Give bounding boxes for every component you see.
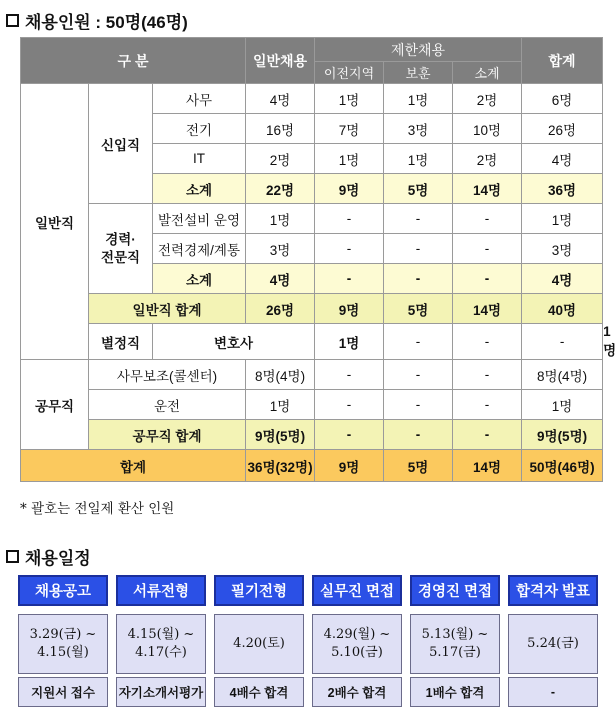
- header-restricted: 제한채용: [315, 38, 522, 62]
- stage-date: 3.29(금) ~ 4.15(월): [18, 614, 108, 674]
- cell: 3명: [246, 234, 315, 264]
- stage-status: 1배수 합격: [410, 677, 500, 707]
- cell: 16명: [246, 114, 315, 144]
- schedule-stage: [18, 575, 108, 707]
- group-total-row: [21, 420, 603, 450]
- table-row: 별정직 변호사 1명 - - - 1명: [21, 324, 603, 360]
- cell: 9명(5명): [246, 420, 315, 450]
- cell: 9명: [315, 450, 384, 482]
- row-label: 소계: [153, 264, 246, 294]
- cell: 1명: [315, 84, 384, 114]
- checkbox-square-icon: [6, 14, 19, 27]
- cell: 26명: [246, 294, 315, 324]
- stage-header: 실무진 면접: [312, 575, 402, 606]
- cell: 3명: [384, 114, 453, 144]
- stage-header: 필기전형: [214, 575, 304, 606]
- cell: -: [315, 390, 384, 420]
- cell: 40명: [522, 294, 603, 324]
- cell: -: [384, 234, 453, 264]
- checkbox-square-icon: [6, 550, 19, 563]
- stage-header: 합격자 발표: [508, 575, 598, 606]
- cell: 1명: [522, 204, 603, 234]
- cell: -: [453, 420, 522, 450]
- cell: 5명: [384, 294, 453, 324]
- category-new: 신입직: [89, 84, 153, 204]
- cell: 50명(46명): [522, 450, 603, 482]
- schedule-stage: [410, 575, 500, 707]
- cell: 4명: [522, 264, 603, 294]
- schedule-stage: [312, 575, 402, 707]
- cell: 2명: [246, 144, 315, 174]
- stage-date: 5.24(금): [508, 614, 598, 674]
- schedule-stage: [116, 575, 206, 707]
- cell: 14명: [453, 450, 522, 482]
- cell: 2명: [453, 144, 522, 174]
- row-label: 발전설비 운영: [153, 204, 246, 234]
- cell: 9명: [315, 174, 384, 204]
- stage-date: 4.20(토): [214, 614, 304, 674]
- header-veterans: 보훈: [384, 62, 453, 84]
- cell: -: [522, 324, 603, 360]
- cell: -: [384, 264, 453, 294]
- cell: -: [453, 234, 522, 264]
- cell: -: [384, 324, 453, 360]
- cell: 8명(4명): [246, 360, 315, 390]
- stage-date: 5.13(월) ~ 5.17(금): [410, 614, 500, 674]
- cell: 1명: [315, 324, 384, 360]
- cell: 1명: [315, 144, 384, 174]
- grand-total-row: [21, 450, 603, 482]
- cell: 14명: [453, 174, 522, 204]
- cell: 4명: [522, 144, 603, 174]
- header-total: 합계: [522, 38, 603, 84]
- cell: -: [453, 360, 522, 390]
- header-relocation: 이전지역: [315, 62, 384, 84]
- row-label: 일반직 합계: [89, 294, 246, 324]
- row-label: 소계: [153, 174, 246, 204]
- stage-date: 4.29(월) ~ 5.10(금): [312, 614, 402, 674]
- stage-date: 4.15(월) ~ 4.17(수): [116, 614, 206, 674]
- cell: -: [315, 234, 384, 264]
- cell: 3명: [522, 234, 603, 264]
- cell: -: [384, 390, 453, 420]
- cell: 8명(4명): [522, 360, 603, 390]
- cell: 6명: [522, 84, 603, 114]
- cell: -: [315, 264, 384, 294]
- category-career: 경력· 전문직: [89, 204, 153, 294]
- category-special: 별정직: [89, 324, 153, 360]
- cell: 1명: [384, 144, 453, 174]
- header-division: 구 분: [21, 38, 246, 84]
- cell: -: [315, 360, 384, 390]
- table-row: [21, 360, 603, 390]
- cell: -: [315, 420, 384, 450]
- stage-status: 자기소개서평가: [116, 677, 206, 707]
- cell: 36명(32명): [246, 450, 315, 482]
- header-general: 일반채용: [246, 38, 315, 84]
- cell: 10명: [453, 114, 522, 144]
- cell: 4명: [246, 84, 315, 114]
- category-public: 공무직: [21, 360, 89, 450]
- stage-status: 2배수 합격: [312, 677, 402, 707]
- cell: 2명: [453, 84, 522, 114]
- row-label: 전력경제/계통: [153, 234, 246, 264]
- stage-header: 경영진 면접: [410, 575, 500, 606]
- cell: 9명(5명): [522, 420, 603, 450]
- cell: -: [315, 204, 384, 234]
- recruitment-table: [20, 37, 616, 482]
- table-row: [21, 204, 603, 234]
- stage-header: 채용공고: [18, 575, 108, 606]
- cell: -: [453, 324, 522, 360]
- cell: -: [453, 264, 522, 294]
- cell: 4명: [246, 264, 315, 294]
- schedule-stage: [508, 575, 598, 707]
- row-label: IT: [153, 144, 246, 174]
- cell: 7명: [315, 114, 384, 144]
- schedule-title-text: 채용일정: [25, 549, 91, 568]
- cell: 9명: [315, 294, 384, 324]
- row-label: 사무: [153, 84, 246, 114]
- row-label: 운전: [89, 390, 246, 420]
- stage-status: 4배수 합격: [214, 677, 304, 707]
- category-general: 일반직: [21, 84, 89, 360]
- cell: 1명: [384, 84, 453, 114]
- row-label: 공무직 합계: [89, 420, 246, 450]
- cell: -: [384, 420, 453, 450]
- cell: 1명: [522, 390, 603, 420]
- cell: -: [453, 390, 522, 420]
- recruitment-section-title: [6, 8, 188, 33]
- recruitment-title-text: 채용인원 : 50명(46명): [25, 13, 188, 32]
- cell: 14명: [453, 294, 522, 324]
- footnote: * 괄호는 전일제 환산 인원: [20, 501, 175, 517]
- row-label: 사무보조(콜센터): [89, 360, 246, 390]
- cell: 5명: [384, 450, 453, 482]
- schedule-section-title: [6, 544, 91, 569]
- cell: 26명: [522, 114, 603, 144]
- stage-header: 서류전형: [116, 575, 206, 606]
- cell: 1명: [246, 390, 315, 420]
- cell: -: [384, 360, 453, 390]
- header-subtotal: 소계: [453, 62, 522, 84]
- cell: 1명: [246, 204, 315, 234]
- row-label: 합계: [21, 450, 246, 482]
- cell: -: [453, 204, 522, 234]
- row-label: 전기: [153, 114, 246, 144]
- cell: 36명: [522, 174, 603, 204]
- stage-status: -: [508, 677, 598, 707]
- table-row: [21, 84, 603, 114]
- schedule-stage: [214, 575, 304, 707]
- stage-status: 지원서 접수: [18, 677, 108, 707]
- cell: -: [384, 204, 453, 234]
- row-label: 변호사: [153, 324, 315, 360]
- group-total-row: [21, 294, 603, 324]
- cell: 22명: [246, 174, 315, 204]
- cell: 5명: [384, 174, 453, 204]
- table-row: [21, 390, 603, 420]
